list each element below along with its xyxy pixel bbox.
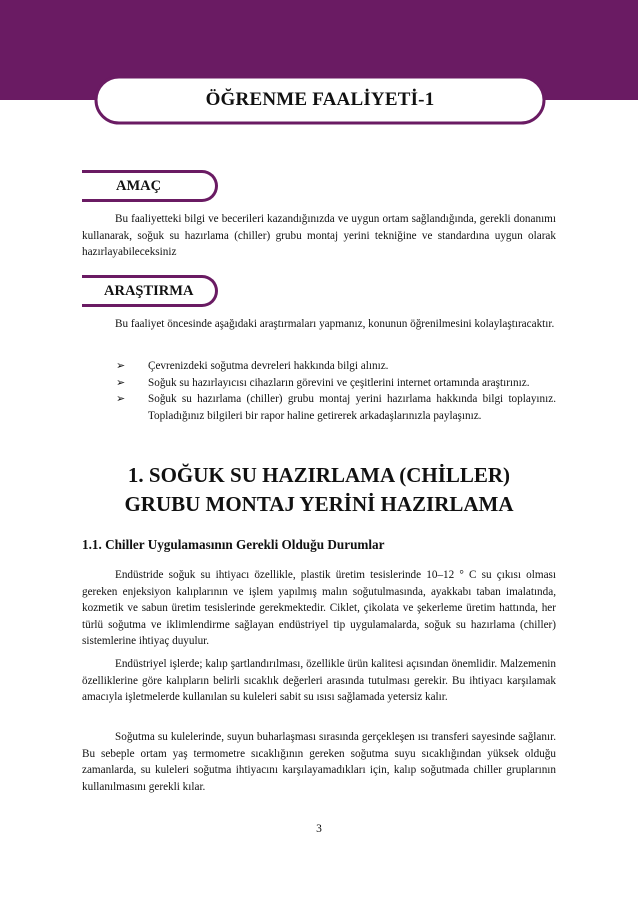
body-paragraph-1: Endüstride soğuk su ihtiyacı özellikle, plastik üretim tesislerinde 10–12 ° C su çıkısı olması gereken enjeksiyon kalıplarının ve işlem yapılmış malın soğutulmasında, ayakkabı taban imalatında, kozmetik ve sabun üretim tesislerinde gerekmektedir. Ciklet, çikolata ve şekerleme üretim hattında, her türlü soğutma ve iklimlendirme sağlayan endüstriyel tip uygulamalarda, soğuk su hazırlama (chiller) sistemlerine ihtiyaç duyulur. xyxy=(82,569,556,648)
amac-text: Bu faaliyetteki bilgi ve becerileri kazandığınızda ve uygun ortam sağlandığında, gerekli donanımı kullanarak, soğuk su hazırlama (chiller) grubu montaj yerini tekniğine ve standardına uygun olarak hazırlayabileceksiniz xyxy=(82,213,556,259)
section-heading xyxy=(82,461,556,519)
bullet-text: Soğuk su hazırlayıcısı cihazların görevini ve çeşitlerini internet ortamında araştırınız. xyxy=(148,376,530,389)
list-item xyxy=(116,391,556,424)
list-item xyxy=(116,375,556,392)
arastirma-label-box xyxy=(82,275,218,307)
page-number: 3 xyxy=(316,823,322,835)
amac-label-box xyxy=(82,170,218,202)
arrow-bullet-icon: ➢ xyxy=(116,360,126,372)
page-title: ÖĞRENME FAALİYETİ-1 xyxy=(205,89,435,110)
body-paragraph-2: Endüstriyel işlerde; kalıp şartlandırılması, özellikle ürün kalitesi açısından önemlidir. Malzemenin özelliklerine göre kalıpların belirli sıcaklık değerleri arasında tutulması gerekir. Bu ihtiyacı karşılamak amacıyla işletmelerde kullanılan su kuleleri sabit su ısısı sağlamada yetersiz kalır. xyxy=(82,658,556,704)
bullet-text: Çevrenizdeki soğutma devreleri hakkında bilgi alınız. xyxy=(148,360,389,372)
arrow-bullet-icon: ➢ xyxy=(116,376,126,389)
arastirma-bullet-list xyxy=(116,358,556,424)
amac-label: AMAÇ xyxy=(116,177,162,194)
section-heading-line2: GRUBU MONTAJ YERİNİ HAZIRLAMA xyxy=(124,492,514,516)
subsection-heading: 1.1. Chiller Uygulamasının Gerekli Olduğu Durumlar xyxy=(82,537,385,552)
arastirma-intro: Bu faaliyet öncesinde aşağıdaki araştırmaları yapmanız, konunun öğrenilmesini kolaylaştıracaktır. xyxy=(115,318,555,330)
arrow-bullet-icon: ➢ xyxy=(116,393,126,406)
bullet-text: Soğuk su hazırlama (chiller) grubu montaj yerini hazırlama hakkında bilgi toplayınız. Topladığınız bilgileri bir rapor haline getirerek arkadaşlarınızla paylaşınız. xyxy=(148,393,556,422)
body-paragraph-3: Soğutma su kulelerinde, suyun buharlaşması sırasında gerçekleşen ısı transferi sayesinde sağlanır. Bu sebeple ortam yaş termometre sıcaklığının gereken soğutma suyu sıcaklığından yüksek olduğu zamanlarda, su kuleleri soğutma ihtiyacını karşılayamadıkları için, kalıp soğutmada chiller gruplarının kullanılmasını gerekli kılar. xyxy=(82,731,556,793)
section-heading-line1: 1. SOĞUK SU HAZIRLAMA (CHİLLER) xyxy=(127,463,511,487)
arastirma-label: ARAŞTIRMA xyxy=(104,282,194,299)
list-item xyxy=(116,358,556,375)
